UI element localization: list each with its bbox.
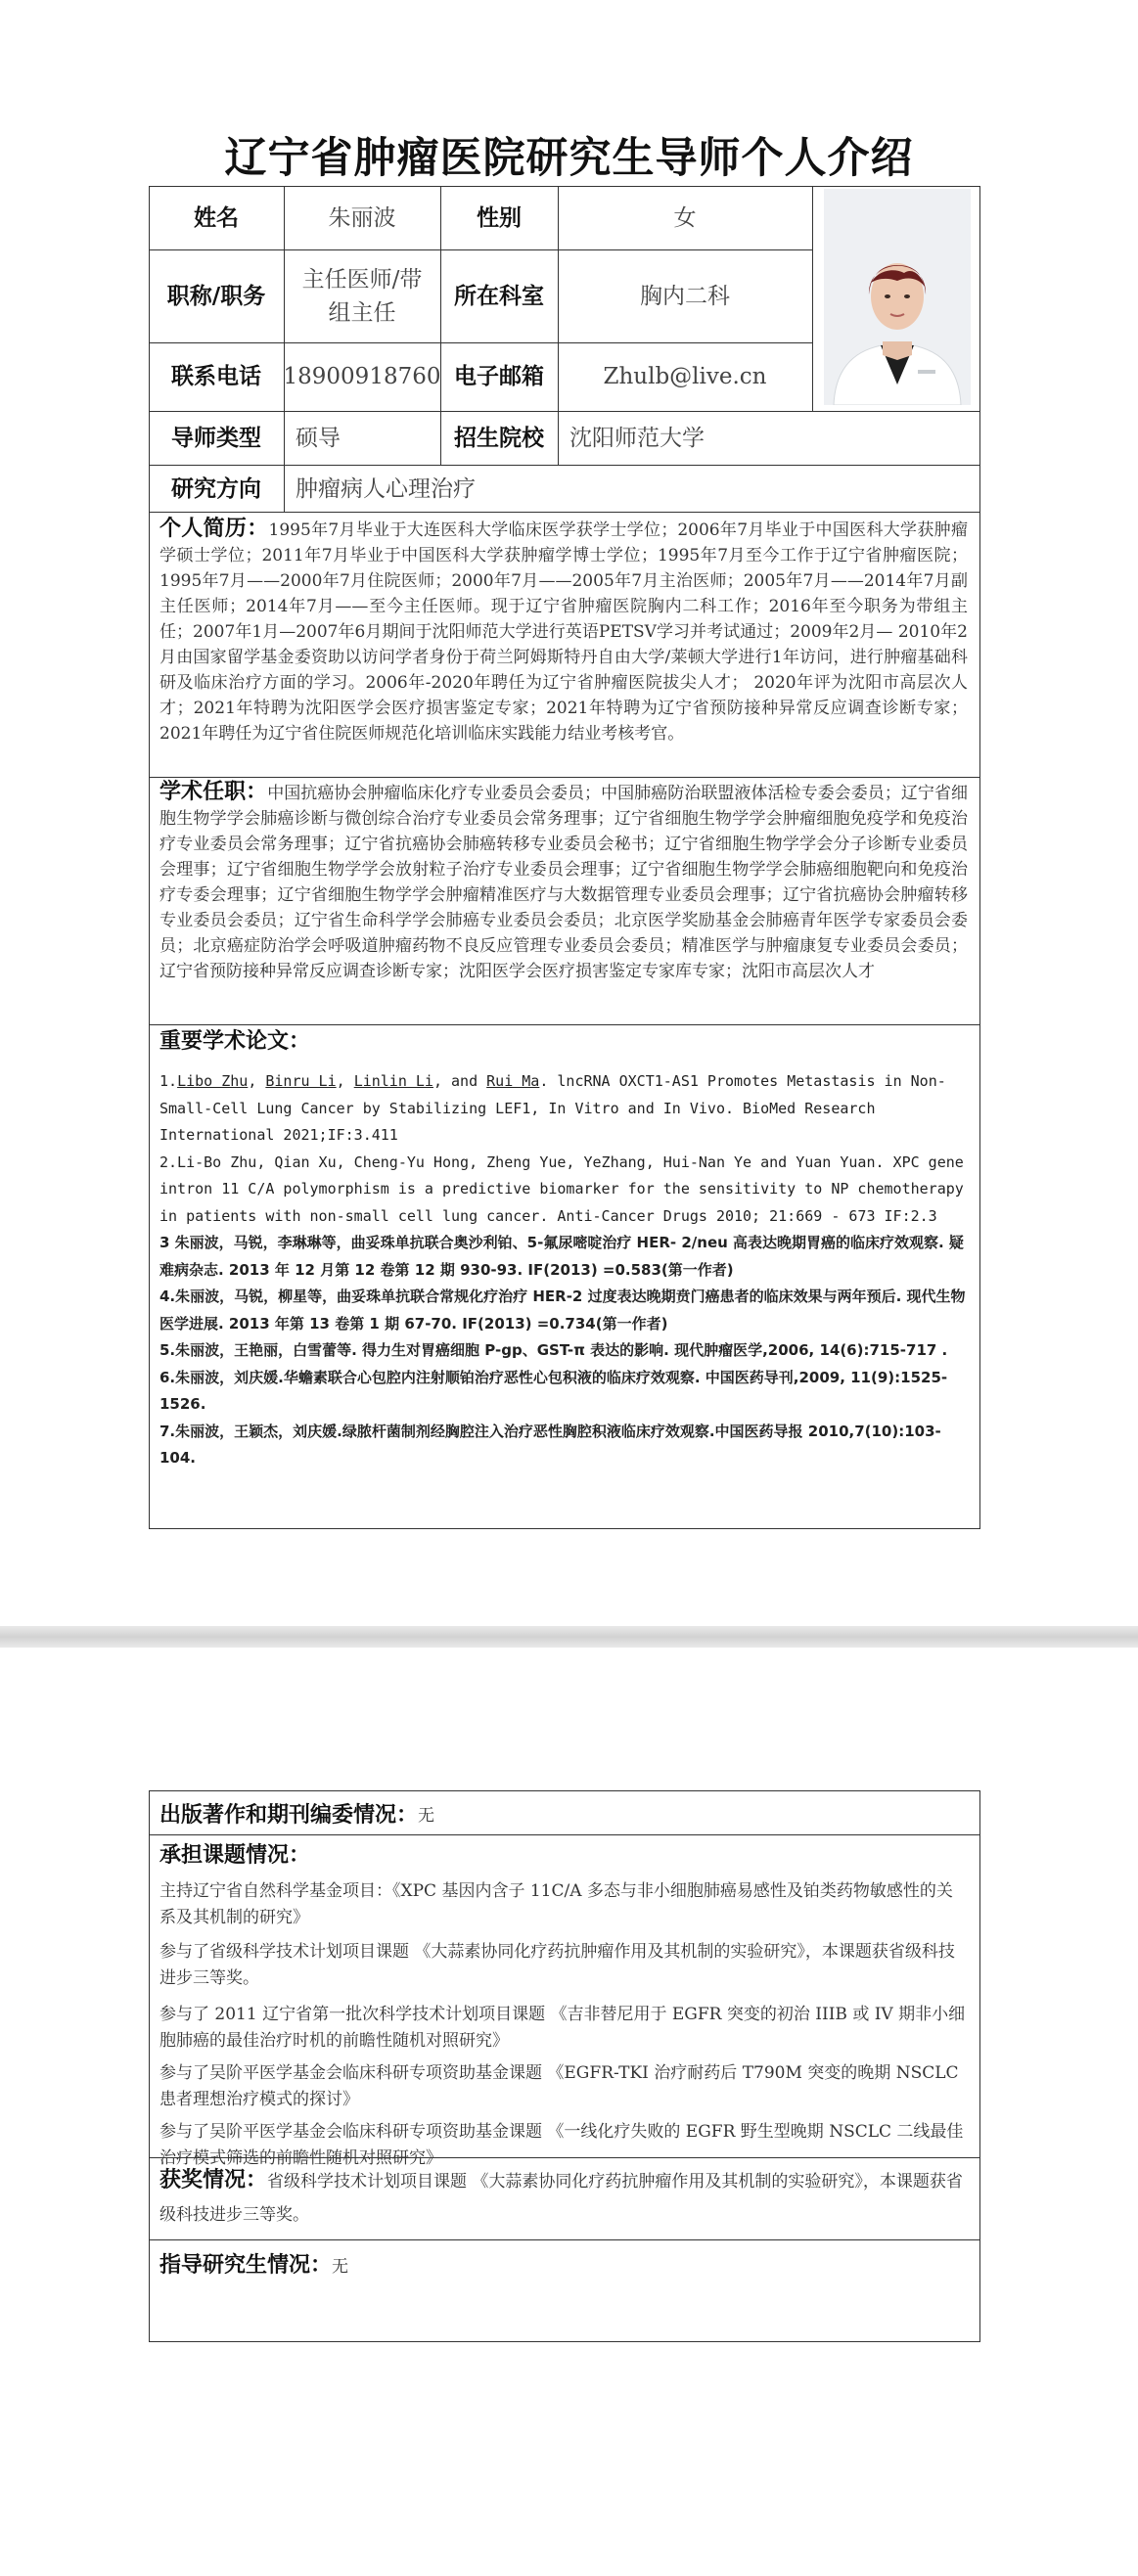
project-item: 参与了 2011 辽宁省第一批次科学技术计划项目课题 《吉非替尼用于 EGFR 突变的初治 IIIB 或 IV 期非小细胞肺癌的最佳治疗时机的前瞻性随机对照研究》 (159, 2005, 966, 2051)
mentor-type-value: 硕导 (296, 425, 341, 451)
email-value: Zhulb@live.cn (603, 364, 767, 389)
email-label: 电子邮箱 (454, 364, 544, 389)
name-value: 朱丽波 (328, 204, 396, 231)
publications-label: 出版著作和期刊编委情况： (159, 1802, 419, 1828)
project-item: 参与了省级科学技术计划项目课题 《大蒜素协同化疗药抗肿瘤作用及其机制的实验研究》，本课题获省级科技进步三等奖。 (159, 1942, 955, 1988)
awards-text: 获奖情况：省级科学技术计划项目课题 《大蒜素协同化疗药抗肿瘤作用及其机制的实验研究》，本课题获省级科技进步三等奖。 (159, 2168, 963, 2225)
paper-item: 7.朱丽波，王颖杰，刘庆媛.绿脓杆菌制剂经胸腔注入治疗恶性胸腔积液临床疗效观察.中国医药导报 2010,7(10):103-104. (159, 1422, 941, 1467)
paper-item: 4.朱丽波，马锐，柳星等，曲妥珠单抗联合常规化疗治疗 HER-2 过度表达晚期贲门癌患者的临床效果与两年预后. 现代生物医学进展. 2013 年第 13 卷第 1 期 67-70. IF(2013) =0.734(第一作者) (159, 1288, 966, 1333)
gender-label: 性别 (477, 204, 522, 231)
paper-item: 3 朱丽波，马锐，李琳琳等，曲妥珠单抗联合奥沙利铂、5-氟尿嘧啶治疗 HER- 2/neu 高表达晚期胃癌的临床疗效观察. 疑难病杂志. 2013 年 12 月第 12 卷第 12 期 930-93. IF(2013) =0.583(第一作者) (159, 1234, 964, 1279)
page-2 (0, 1648, 1138, 2576)
academic-roles-label: 学术任职： (159, 780, 268, 804)
publications-value: 无 (418, 1805, 435, 1826)
awards-label: 获奖情况： (159, 2168, 268, 2192)
school-value: 沈阳师范大学 (569, 425, 705, 451)
page-separator (0, 1626, 1138, 1648)
dept-label: 所在科室 (454, 283, 544, 309)
portrait-photo (824, 189, 971, 405)
name-label: 姓名 (194, 204, 239, 231)
paper-item: 1.Libo Zhu, Binru Li, Linlin Li, and Rui Ma. lncRNA OXCT1-AS1 Promotes Metastasis in Non-Small-Cell Lung Cancer by Stabilizing LEF1, In Vitro and In Vivo. BioMed Research International 2021;IF:3.411 (159, 1072, 946, 1144)
bio-label: 个人简历： (159, 517, 269, 541)
academic-roles-text: 学术任职：中国抗癌协会肿瘤临床化疗专业委员会委员；中国肺癌防治联盟液体活检专委会委员；辽宁省细胞生物学学会肺癌诊断与微创综合治疗专业委员会常务理事；辽宁省细胞生物学学会肿瘤细胞免疫学和免疫治疗专业委员会常务理事；辽宁省抗癌协会肺癌转移专业委员会秘书；辽宁省细胞生物学学会分子诊断专业委员会理事；辽宁省细胞生物学学会放射粒子治疗专业委员会理事；辽宁省细胞生物学学会肺癌细胞靶向和免疫治疗专委会理事；辽宁省细胞生物学学会肿瘤精准医疗与大数据管理专业委员会理事；辽宁省抗癌协会肿瘤转移专业委员会委员；辽宁省生命科学学会肺癌专业委员会委员；北京医学奖励基金会肺癌青年医学专家委员会委员；北京癌症防治学会呼吸道肿瘤药物不良反应管理专业委员会委员；精准医学与肿瘤康复专业委员会委员；辽宁省预防接种异常反应调查诊断专家；沈阳医学会医疗损害鉴定专家库专家；沈阳市高层次人才 (159, 780, 968, 981)
paper-item: 6.朱丽波，刘庆媛.华蟾素联合心包腔内注射顺铂治疗恶性心包积液的临床疗效观察. 中国医药导刊,2009, 11(9):1525-1526. (159, 1368, 948, 1413)
projects-label: 承担课题情况： (159, 1843, 311, 1868)
papers-label: 重要学术论文： (159, 1029, 311, 1054)
phone-label: 联系电话 (171, 364, 261, 389)
page-title: 辽宁省肿瘤医院研究生导师个人介绍 (224, 134, 914, 183)
project-list (159, 1878, 968, 2172)
position-label: 职称/职务 (166, 283, 266, 309)
school-label: 招生院校 (454, 425, 544, 451)
paper-item: 2.Li-Bo Zhu, Qian Xu, Cheng-Yu Hong, Zheng Yue, YeZhang, Hui-Nan Ye and Yuan Yuan. XPC gene intron 11 C/A polymorphism is a predictive biomarker for the sensitivity to NP chemotherapy in patients with non-small cell lung cancer. Anti-Cancer Drugs 2010; 21:669 - 673 IF:2.3 (159, 1152, 964, 1225)
bio-text: 个人简历：1995年7月毕业于大连医科大学临床医学获学士学位；2006年7月毕业于中国医科大学获肿瘤学硕士学位；2011年7月毕业于中国医科大学获肿瘤学博士学位；1995年7月至今工作于辽宁省肿瘤医院；1995年7月——2000年7月住院医师；2000年7月——2005年7月主治医师；2005年7月——2014年7月副主任医师；2014年7月——至今主任医师。现于辽宁省肿瘤医院胸内二科工作；2016年至今职务为带组主任；2007年1月—2007年6月期间于沈阳师范大学进行英语PETSV学习并考试通过；2009年2月— 2010年2月由国家留学基金委资助以访问学者身份于荷兰阿姆斯特丹自由大学/莱顿大学进行1年访问，进行肿瘤基础科研及临床治疗方面的学习。2006年-2020年聘任为辽宁省肿瘤医院拔尖人才； 2020年评为沈阳市高层次人才；2021年特聘为沈阳医学会医疗损害鉴定专家；2021年特聘为辽宁省预防接种异常反应调查诊断专家；2021年聘任为辽宁省住院医师规范化培训临床实践能力结业考核考官。 (159, 517, 968, 744)
supervision-label: 指导研究生情况： (159, 2253, 333, 2278)
research-value: 肿瘤病人心理治疗 (296, 475, 476, 502)
project-item: 主持辽宁省自然科学基金项目：《XPC 基因内含子 11C/A 多态与非小细胞肺癌易感性及铂类药物敏感性的关系及其机制的研究》 (159, 1881, 953, 1927)
project-item: 参与了吴阶平医学基金会临床科研专项资助基金课题 《一线化疗失败的 EGFR 野生型晚期 NSCLC 二线最佳治疗模式筛选的前瞻性随机对照研究》 (159, 2122, 964, 2168)
supervision-value: 无 (332, 2257, 349, 2277)
paper-item: 5.朱丽波，王艳丽，白雪蕾等. 得力生对胃癌细胞 P-gp、GST-π 表达的影响. 现代肿瘤医学,2006, 14(6):715-717 . (159, 1341, 948, 1359)
project-item: 参与了吴阶平医学基金会临床科研专项资助基金课题 《EGFR-TKI 治疗耐药后 T790M 突变的晚期 NSCLC 患者理想治疗模式的探讨》 (159, 2063, 959, 2109)
position-value: 主任医师/带组主任 (301, 266, 423, 326)
mentor-type-label: 导师类型 (171, 425, 261, 451)
research-label: 研究方向 (171, 475, 261, 502)
phone-value: 18900918760 (283, 364, 441, 389)
gender-value: 女 (673, 204, 697, 231)
dept-value: 胸内二科 (640, 283, 730, 309)
paper-list (159, 1068, 968, 1472)
